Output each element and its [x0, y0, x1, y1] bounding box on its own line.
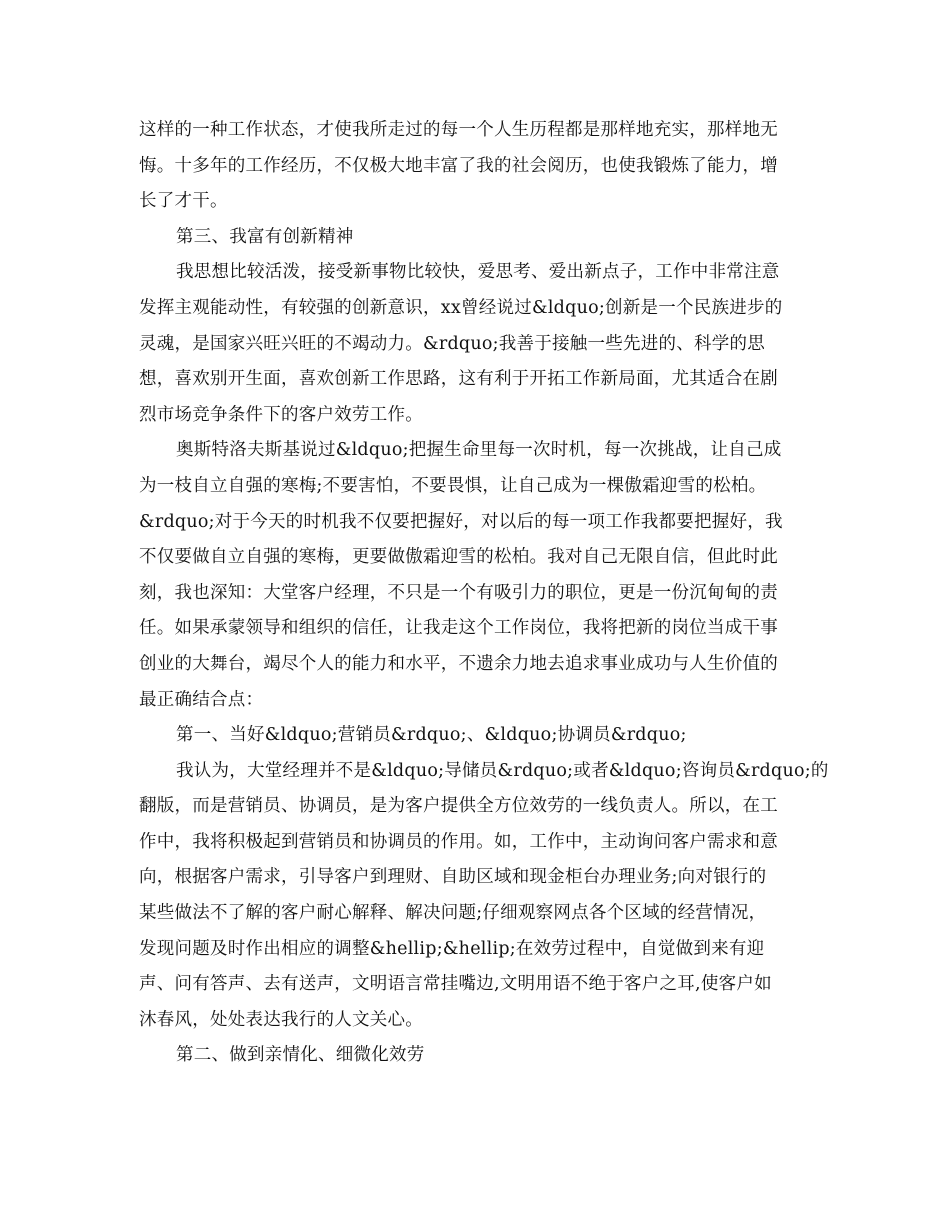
text-line: 想，喜欢别开生面，喜欢创新工作思路，这有利于开拓工作新局面，尤其适合在剧	[139, 369, 778, 390]
text-line: 不仅要做自立自强的寒梅，更要做傲霜迎雪的松柏。我对自己无限自信，但此时此	[139, 547, 778, 568]
text-line: 发挥主观能动性，有较强的创新意识，xx曾经说过&ldquo;创新是一个民族进步的	[139, 297, 783, 318]
text-line: 某些做法不了解的客户耐心解释、解决问题;仔细观察网点各个区域的经营情况，	[139, 903, 767, 924]
text-line: 发现问题及时作出相应的调整&hellip;&hellip;在效劳过程中，自觉做到来有迎	[139, 938, 765, 959]
document-body	[139, 113, 829, 1074]
text-line: 声、问有答声、去有送声，文明语言常挂嘴边,文明用语不绝于客户之耳,使客户如	[139, 974, 772, 995]
text-line: 作中，我将积极起到营销员和协调员的作用。如，工作中，主动询问客户需求和意	[139, 831, 778, 852]
text-line: 我思想比较活泼，接受新事物比较快，爱思考、爱出新点子，工作中非常注意	[176, 262, 780, 283]
text-line: 最正确结合点：	[139, 689, 264, 710]
text-line: 向，根据客户需求，引导客户到理财、自助区域和现金柜台办理业务;向对银行的	[139, 867, 767, 888]
text-line: 我认为，大堂经理并不是&ldquo;导储员&rdquo;或者&ldquo;咨询员&rdquo;的	[176, 760, 829, 781]
section-heading: 第三、我富有创新精神	[176, 226, 354, 247]
text-line: 任。如果承蒙领导和组织的信任，让我走这个工作岗位，我将把新的岗位当成干事	[139, 618, 778, 639]
section-heading: 第一、当好&ldquo;营销员&rdquo;、&ldquo;协调员&rdquo;	[176, 725, 687, 746]
text-line: 翻版，而是营销员、协调员，是为客户提供全方位效劳的一线负责人。所以，在工	[139, 796, 778, 817]
text-line: 刻，我也深知：大堂客户经理，不只是一个有吸引力的职位，更是一份沉甸甸的责	[139, 582, 778, 603]
text-line: 创业的大舞台，竭尽个人的能力和水平，不遗余力地去追求事业成功与人生价值的	[139, 653, 778, 674]
section-heading: 第二、做到亲情化、细微化效劳	[176, 1045, 425, 1066]
text-line: 灵魂，是国家兴旺兴旺的不竭动力。&rdquo;我善于接触一些先进的、科学的思	[139, 333, 766, 354]
text-line: 为一枝自立自强的寒梅;不要害怕，不要畏惧，让自己成为一棵傲霜迎雪的松柏。	[139, 475, 767, 496]
text-line: 悔。十多年的工作经历，不仅极大地丰富了我的社会阅历，也使我锻炼了能力，增	[139, 155, 778, 176]
text-line: 长了才干。	[139, 191, 228, 212]
text-line: &rdquo;对于今天的时机我不仅要把握好，对以后的每一项工作我都要把握好，我	[139, 511, 783, 532]
text-line: 奥斯特洛夫斯基说过&ldquo;把握生命里每一次时机，每一次挑战，让自己成	[176, 440, 782, 461]
text-line: 沐春风，处处表达我行的人文关心。	[139, 1009, 423, 1030]
text-line: 烈市场竞争条件下的客户效劳工作。	[139, 404, 423, 425]
text-line: 这样的一种工作状态，才使我所走过的每一个人生历程都是那样地充实，那样地无	[139, 120, 778, 140]
